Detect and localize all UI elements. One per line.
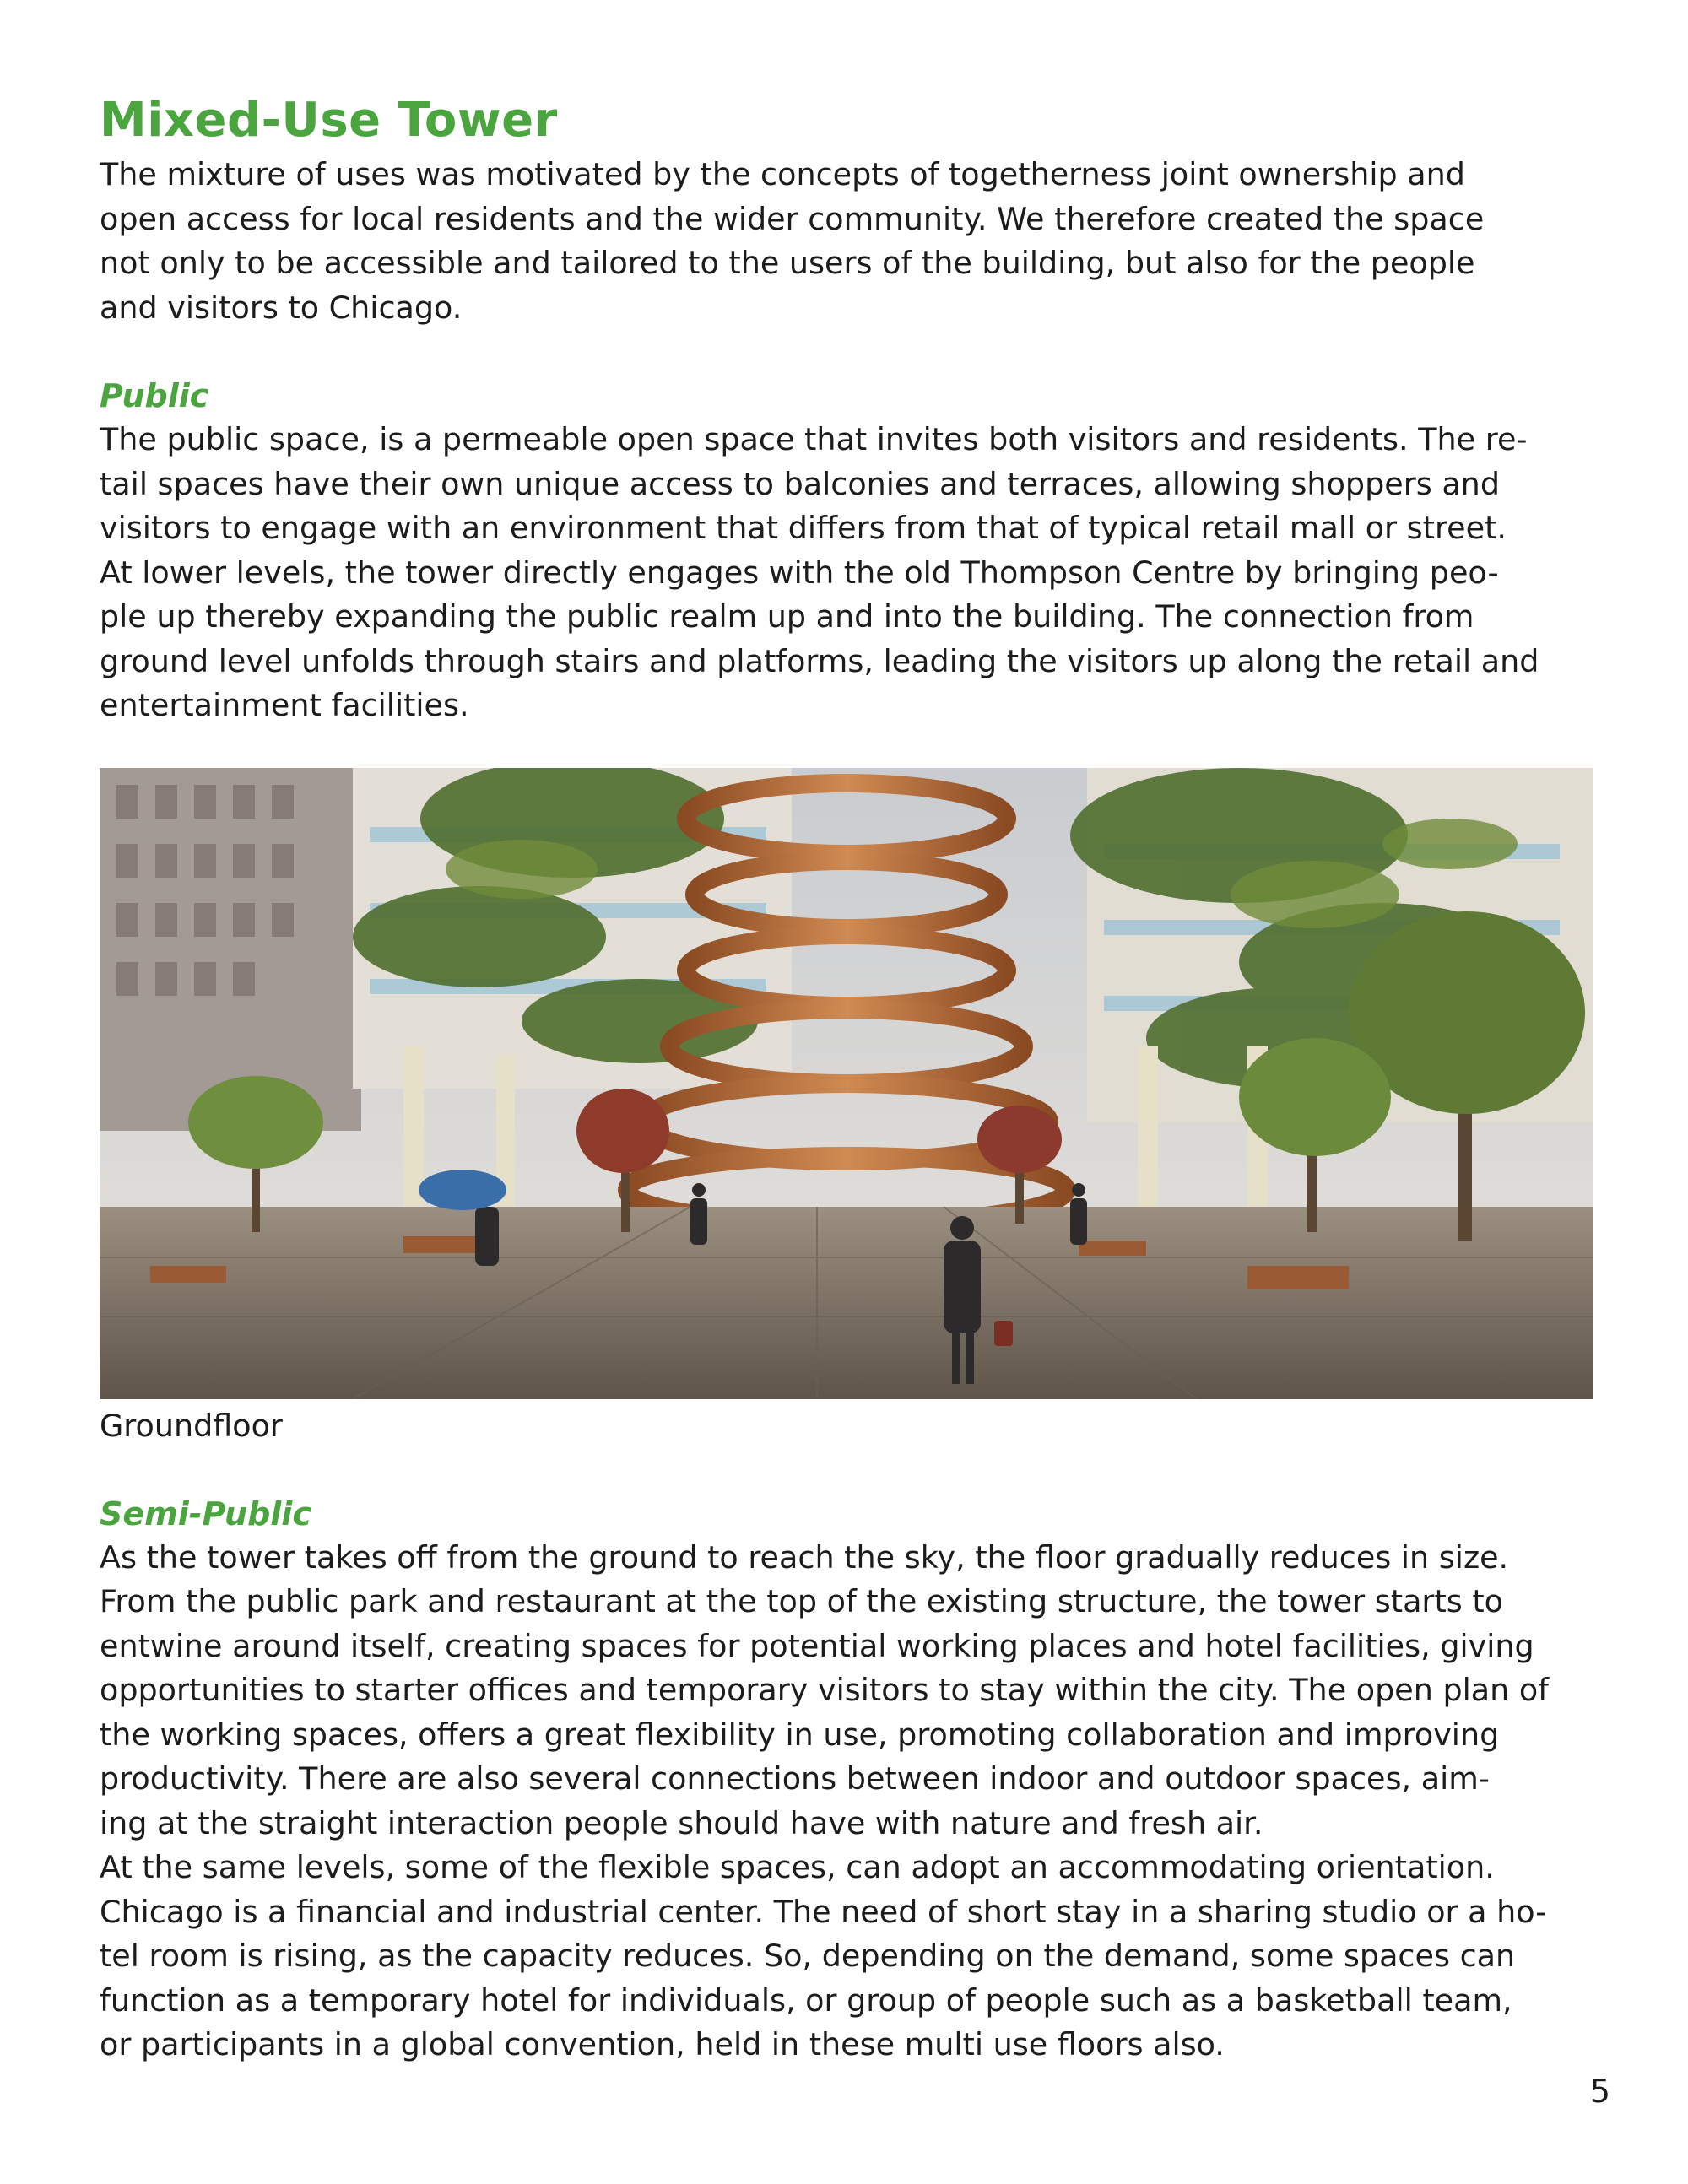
semi-public-line: ing at the straight interaction people should have with nature and fresh air. [100, 1804, 1263, 1841]
public-heading: Public [100, 377, 209, 414]
semi-public-line: entwine around itself, creating spaces for potential working places and hotel facilities, giving [100, 1627, 1534, 1664]
semi-public-paragraph [100, 1536, 1593, 2068]
semi-public-heading: Semi-Public [100, 1495, 311, 1533]
page-title: Mixed-Use Tower [100, 93, 558, 148]
semi-public-line: As the tower takes off from the ground to reach the sky, the floor gradually reduces in size. [100, 1538, 1509, 1576]
intro-line: and visitors to Chicago. [100, 289, 463, 326]
public-line: tail spaces have their own unique access to balconies and terraces, allowing shoppers and [100, 465, 1500, 502]
semi-public-line: or participants in a global convention, held in these multi use floors also. [100, 2026, 1225, 2062]
figure-caption: Groundfloor [100, 1407, 283, 1444]
semi-public-line: productivity. There are also several connections between indoor and outdoor spaces, aim- [100, 1760, 1490, 1797]
semi-public-line: opportunities to starter offices and temporary visitors to stay within the city. The open plan of [100, 1672, 1550, 1708]
intro-line: open access for local residents and the wider community. We therefore created the space [100, 200, 1485, 237]
semi-public-line: tel room is rising, as the capacity reduces. So, depending on the demand, some spaces can [100, 1938, 1516, 1974]
semi-public-line: From the public park and restaurant at the top of the existing structure, the tower starts to [100, 1583, 1504, 1619]
public-line: ground level unfolds through stairs and platforms, leading the visitors up along the retail and [100, 642, 1539, 679]
public-line: ple up thereby expanding the public realm up and into the building. The connection from [100, 598, 1474, 635]
public-line: The public space, is a permeable open space that invites both visitors and residents. The re- [100, 421, 1528, 457]
intro-paragraph [100, 153, 1593, 330]
page-number: 5 [1589, 2073, 1610, 2110]
intro-line: The mixture of uses was motivated by the concepts of togetherness joint ownership and [100, 156, 1465, 192]
semi-public-line: the working spaces, offers a great flexibility in use, promoting collaboration and improving [100, 1716, 1500, 1753]
document-page [100, 89, 1593, 2068]
public-line: entertainment facilities. [100, 687, 469, 723]
semi-public-line: function as a temporary hotel for individuals, or group of people such as a basketball team, [100, 1981, 1512, 2019]
semi-public-line: Chicago is a financial and industrial center. The need of short stay in a sharing studio or a ho- [100, 1893, 1547, 1930]
public-paragraph [100, 418, 1593, 728]
groundfloor-rendering [100, 768, 1593, 1399]
public-line: At lower levels, the tower directly engages with the old Thompson Centre by bringing peo- [100, 554, 1499, 591]
intro-line: not only to be accessible and tailored to the users of the building, but also for the people [100, 245, 1475, 281]
semi-public-line: At the same levels, some of the flexible spaces, can adopt an accommodating orientation. [100, 1849, 1495, 1885]
public-line: visitors to engage with an environment that differs from that of typical retail mall or street. [100, 510, 1507, 546]
